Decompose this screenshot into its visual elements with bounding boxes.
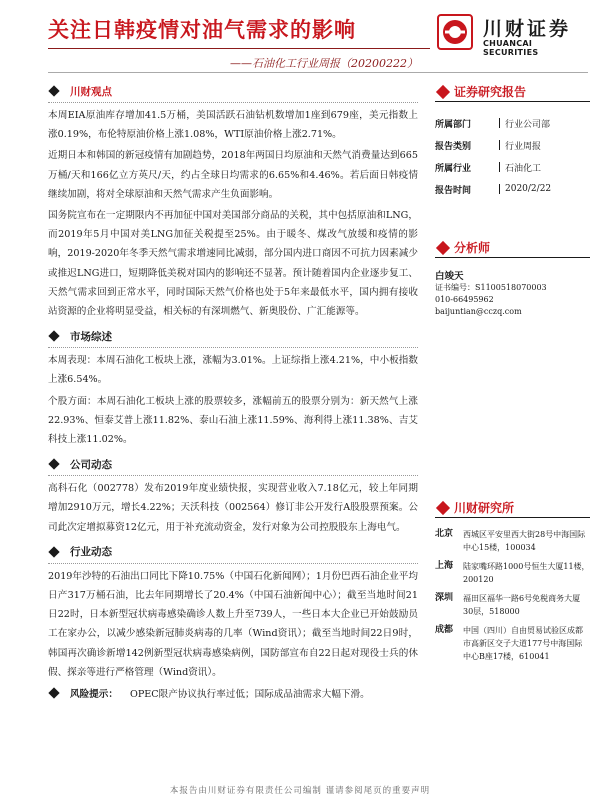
paragraph: 近期日本和韩国的新冠疫情有加剧趋势，2018年两国日均原油和天然气消费量达到665万桶/天和166亿立方英尺/天，约占全球日均需求的6.65%和4.46%。若后面日韩疫情继续加剧，将对全球原油和天然气需求产生负面影响。 (48, 150, 418, 200)
paragraph: 国务院宣布在一定期限内不再加征中国对美国部分商品的关税，其中包括原油和LNG，而2019年5月中国对美LNG加征关税提至25%。由于暖冬、煤改气放缓和疫情的影响，2019-2020年冬季天然气需求增速同比减弱，部分国内进口商因不可抗力因素减少或推迟LNG进口，短期降低美税对国内的影响还不显著。预计随着国内企业逐步复工、天然气需求回到正常水平，同时国际天然气价格也处于5年来最低水平，国内拥有接收站资源的企业将明显受益，相关标的有深圳燃气、新奥股份、广汇能源等。 (48, 210, 418, 318)
section-heading (48, 455, 418, 473)
section-heading (48, 543, 418, 561)
analyst-phone: 010-66495962 (435, 295, 494, 304)
report-heading-label: 证券研究报告 (454, 85, 527, 99)
paragraph: 高科石化（002778）发布2019年度业绩快报，实现营业收入7.18亿元，较上年同期增加2910万元，增长4.22%；天沃科技（002564）修订非公开发行A股股票预案。公司此次定增拟募资12亿元，用于补充流动资金，发行对象为公司控股股东上海电气。 (48, 483, 418, 533)
paragraph: 本周表现：本周石油化工板块上涨，涨幅为3.01%。上证综指上涨4.21%，中小板指数上涨6.54%。 (48, 355, 418, 386)
info-row (435, 156, 590, 178)
risk-label: 风险提示： (70, 689, 118, 701)
info-value (499, 117, 590, 130)
analyst-cert: 证书编号：S1100518070003 (435, 283, 547, 292)
section-title: 公司动态 (70, 458, 112, 471)
institute-city: 成都 (435, 625, 454, 635)
institute-row (435, 528, 590, 554)
paragraph: 2019年沙特的石油出口同比下降10.75%（中国石化新闻网）；1月份巴西石油企业平均日产317万桶石油，比去年同期增长了20.4%（中国石油新闻中心）；截至当地时间21日22时，日本新型冠状病毒感染确诊人数上升至739人，一些日本大企业已开始鼓励员工在家办公，以减少感染新冠肺炎病毒的几率（Wind资讯）；截至当地时间22日9时，韩国再次确诊新增142例新型冠状病毒感染病例，国防部宣布自22日起对现役士兵的休假、探亲等进行严格管理（Wind资讯）。 (48, 570, 418, 678)
logo-text-cn: 川财证券 (483, 18, 572, 40)
diamond-bullet-icon (436, 84, 450, 98)
diamond-bullet-icon (48, 687, 59, 698)
risk-warning (48, 686, 418, 700)
company-logo (437, 14, 587, 57)
info-value-text: 石油化工 (505, 163, 542, 174)
info-value-text: 2020/2/22 (505, 184, 552, 194)
info-row (435, 112, 590, 134)
section-divider (48, 347, 418, 348)
analyst-email[interactable]: baijuntian@cczq.com (435, 307, 522, 316)
section-title: 市场综述 (70, 330, 112, 343)
institute-city: 深圳 (435, 593, 454, 603)
info-row (435, 134, 590, 156)
diamond-bullet-icon (48, 85, 59, 96)
info-key: 所属行业 (435, 163, 472, 174)
paragraph: 本周EIA原油库存增加41.5万桶，美国活跃石油钻机数增加1座到679座，美元指数上涨0.19%，布伦特原油价格上涨1.08%，WTI原油价格上涨2.71%。 (48, 110, 418, 141)
institute-row (435, 560, 590, 586)
institute-city: 上海 (435, 561, 454, 571)
info-key: 报告时间 (435, 185, 472, 196)
page-footer: 本报告由川财证券有限责任公司编制 谨请参阅尾页的重要声明 (169, 786, 431, 796)
diamond-bullet-icon (436, 240, 450, 254)
info-key: 报告类别 (435, 141, 472, 152)
institute-address: 陆家嘴环路1000号恒生大厦11楼，200120 (463, 562, 590, 584)
header-divider (48, 72, 588, 73)
page-subtitle: ——石油化工行业周报（20200222） (230, 57, 418, 70)
report-heading (435, 82, 590, 102)
section-heading (48, 82, 418, 100)
paragraph: 个股方面：本周石油化工板块上涨的股票较多，涨幅前五的股票分别为：新天然气上涨22.93%、恒泰艾普上涨11.82%、泰山石油上涨11.59%、海利得上涨11.38%、吉艾科技上涨11.02%。 (48, 395, 418, 446)
institute-heading-label: 川财研究所 (454, 501, 515, 515)
info-key: 所属部门 (435, 119, 472, 130)
institute-city: 北京 (435, 529, 454, 539)
info-row (435, 178, 590, 200)
analyst-name: 白竣天 (435, 271, 464, 282)
institute-row (435, 624, 590, 663)
section-divider (48, 563, 418, 564)
main-content (48, 82, 418, 700)
info-value (499, 184, 590, 194)
section-divider (48, 102, 418, 103)
info-value (499, 139, 590, 152)
institute-address: 中国（四川）自由贸易试验区成都市高新区交子大道177号中海国际中心B座17楼，610041 (463, 626, 583, 661)
info-value-text: 行业公司部 (505, 119, 551, 130)
section-heading (48, 327, 418, 345)
sidebar (435, 82, 590, 669)
analyst-heading-label: 分析师 (454, 241, 491, 255)
title-rule (48, 48, 430, 49)
section-title: 行业动态 (70, 546, 112, 559)
diamond-bullet-icon (48, 546, 59, 557)
diamond-bullet-icon (48, 459, 59, 470)
section-divider (48, 475, 418, 476)
logo-text-en: CHUANCAI SECURITIES (483, 39, 539, 57)
diamond-bullet-icon (436, 500, 450, 514)
info-value (499, 161, 590, 174)
analyst-heading (435, 238, 590, 258)
logo-mark-icon (437, 14, 473, 50)
risk-text: OPEC限产协议执行率过低；国际成品油需求大幅下滑。 (129, 689, 370, 701)
institute-address: 西城区平安里西大街28号中海国际中心15楼，100034 (463, 530, 586, 552)
section-title: 川财观点 (70, 85, 112, 98)
info-value-text: 行业周报 (505, 141, 542, 152)
diamond-bullet-icon (48, 331, 59, 342)
institute-address: 福田区福华一路6号免税商务大厦30层，518000 (463, 594, 581, 616)
page-title: 关注日韩疫情对油气需求的影响 (48, 18, 356, 42)
institute-row (435, 592, 590, 618)
institute-heading (435, 498, 590, 518)
